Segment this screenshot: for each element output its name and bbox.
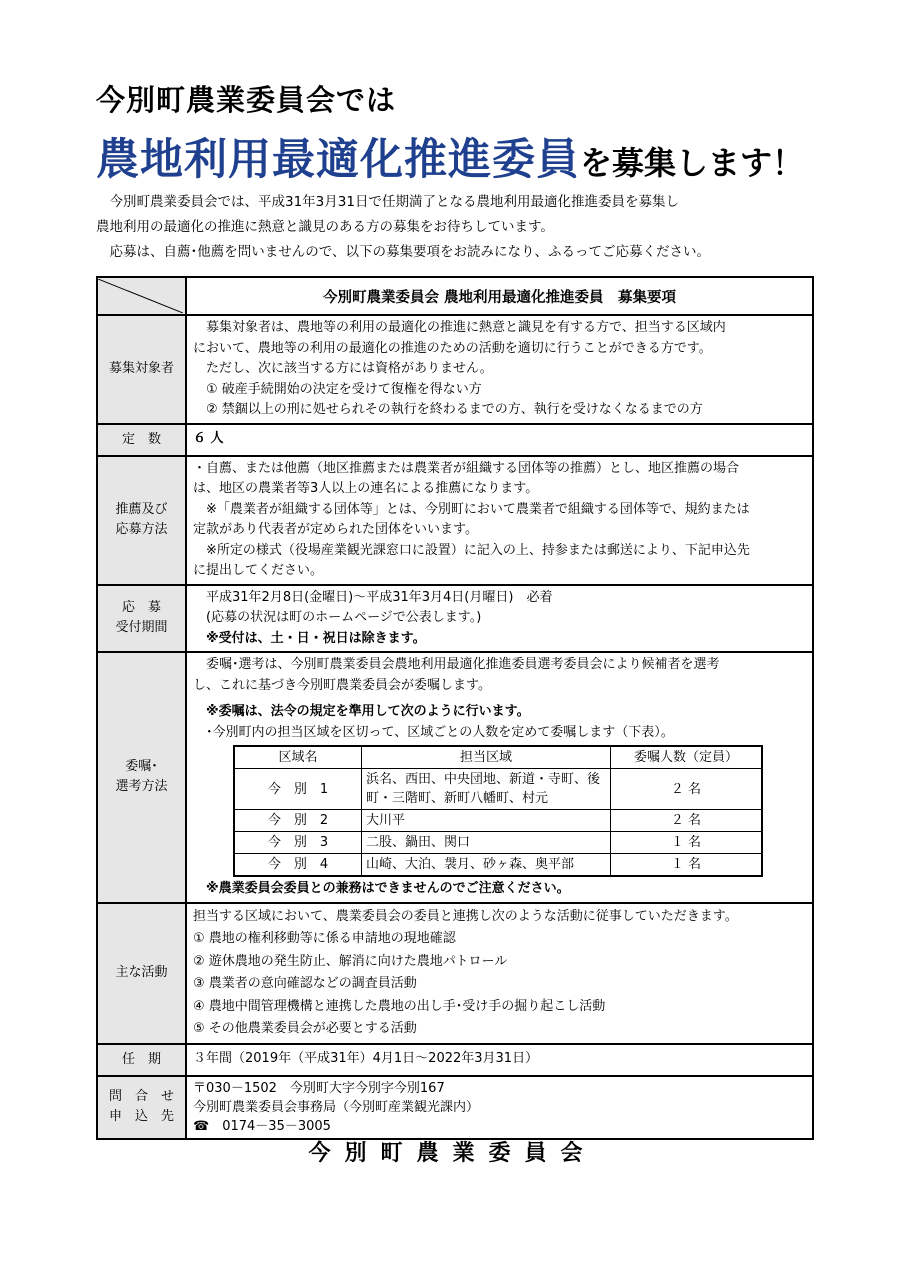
label-period — [97, 585, 186, 653]
text-line: は、地区の農業者等3人以上の連名による推薦になります。 — [193, 481, 539, 496]
phone-icon: ☎ — [193, 1118, 210, 1134]
text-line: ① 農地の権利移動等に係る申請地の現地確認 — [193, 931, 456, 946]
district-name: 今 別 2 — [234, 810, 362, 832]
text-line: において、農地等の利用の最適化の推進のための活動を適切に行うことができる方です。 — [193, 340, 712, 356]
text-line: 定款があり代表者が定められた団体をいいます。 — [193, 522, 478, 537]
text-line: ※受付は、土・日・祝日は除きます。 — [193, 630, 426, 646]
heading-highlight: 農地利用最適化推進委員 — [96, 135, 580, 185]
text-line: し、これに基づき今別町農業委員会が委嘱します。 — [193, 677, 491, 693]
footer-organization: 今別町農業委員会 — [308, 1141, 597, 1166]
district-name: 今 別 3 — [234, 832, 362, 854]
table-row — [234, 854, 762, 877]
intro-line: 農地利用の最適化の推進に熱意と識見のある方の募集をお待ちしています。 — [96, 219, 554, 235]
label-target: 募集対象者 — [97, 315, 186, 424]
label-activities: 主な活動 — [97, 903, 186, 1044]
label-text: 問 合 せ — [108, 1089, 174, 1104]
text-line: ① 破産手続開始の決定を受けて復権を得ない方 — [193, 381, 482, 397]
text-line: ただし、次に該当する方には資格がありません。 — [193, 361, 493, 376]
requirements-table — [96, 276, 814, 1140]
value-period — [186, 585, 813, 653]
diagonal-line — [98, 279, 183, 313]
text-line: ⑤ その他農業委員会が必要とする活動 — [193, 1021, 417, 1036]
value-term: ３年間（2019年（平成31年）4月1日～2022年3月31日） — [186, 1044, 813, 1076]
text-line: 〒030－1502 今別町大字今別字今別167 — [193, 1080, 445, 1096]
text-line: 今別町農業委員会事務局（今別町産業観光課内） — [193, 1099, 480, 1115]
district-count: ２ 名 — [611, 769, 763, 810]
text-line: に提出してください。 — [193, 563, 324, 578]
label-text: 推薦及び — [115, 502, 168, 517]
intro-line: 応募は、自薦･他薦を問いませんので、以下の募集要項をお読みになり、ふるってご応募ください。 — [96, 244, 710, 260]
district-count: １ 名 — [611, 854, 763, 877]
district-area: 大川平 — [362, 810, 611, 832]
phone-line — [193, 1117, 806, 1136]
district-area: 浜名、西田、中央団地、新道・寺町、後町・三階町、新町八幡町、村元 — [362, 769, 611, 810]
text-line: 委嘱･選考は、今別町農業委員会農地利用最適化推進委員選考委員会により候補者を選考 — [193, 657, 720, 672]
table-title: 今別町農業委員会 農地利用最適化推進委員 募集要項 — [186, 277, 813, 315]
table-row — [234, 769, 762, 810]
diagonal-cell — [97, 277, 186, 315]
text-line: ※農業委員会委員との兼務はできませんのでご注意ください。 — [193, 881, 570, 896]
text-line: ※委嘱は、法令の規定を準用して次のように行います。 — [193, 704, 530, 719]
label-quota: 定 数 — [97, 424, 186, 456]
district-header: 委嘱人数（定員） — [611, 746, 763, 769]
text-line: ④ 農地中間管理機構と連携した農地の出し手･受け手の掘り起こし活動 — [193, 998, 606, 1014]
text-line: ※「農業者が組織する団体等」とは、今別町において農業者で組織する団体等で、規約または — [193, 501, 750, 517]
label-contact — [97, 1076, 186, 1139]
value-activities — [186, 903, 813, 1044]
text-line: ② 禁錮以上の刑に処せられその執行を終わるまでの方、執行を受けなくなるまでの方 — [193, 402, 703, 417]
table-row — [234, 810, 762, 832]
text-line: (応募の状況は町のホームページで公表します。) — [193, 610, 482, 625]
text-line: 平成31年2月8日(金曜日)～平成31年3月4日(月曜日) 必着 — [193, 589, 553, 605]
intro-line: 今別町農業委員会では、平成31年3月31日で任期満了となる農地利用最適化推進委員を募集し — [96, 194, 679, 210]
phone-number: 0174－35－3005 — [222, 1118, 331, 1134]
label-text: 受付期間 — [115, 620, 168, 636]
label-term: 任 期 — [97, 1044, 186, 1076]
heading-line2 — [96, 126, 804, 187]
district-header: 区域名 — [234, 746, 362, 769]
value-target — [186, 315, 813, 424]
table-row — [234, 832, 762, 854]
text-line: 担当する区域において、農業委員会の委員と連携し次のような活動に従事していただきます。 — [193, 908, 738, 924]
label-text: 委嘱･ — [125, 759, 158, 775]
text-line: 募集対象者は、農地等の利用の最適化の推進に熱意と識見を有する方で、担当する区域内 — [193, 320, 726, 335]
value-method — [186, 456, 813, 585]
district-area: 二股、鍋田、関口 — [362, 832, 611, 854]
intro-text — [96, 190, 826, 265]
label-text: 応募方法 — [115, 522, 168, 537]
heading-line1: 今別町農業委員会では — [96, 83, 397, 117]
text-line: ③ 農業者の意向確認などの調査員活動 — [193, 976, 417, 991]
district-name: 今 別 4 — [234, 854, 362, 877]
district-name: 今 別 1 — [234, 769, 362, 810]
district-table — [233, 745, 763, 877]
text-line: ※所定の様式（役場産業観光課窓口に設置）に記入の上、持参または郵送により、下記申込先 — [193, 542, 750, 558]
district-header: 担当区域 — [362, 746, 611, 769]
text-line: ② 遊休農地の発生防止、解消に向けた農地パトロール — [193, 953, 508, 969]
value-selection — [186, 652, 813, 903]
district-area: 山崎、大泊、袰月、砂ヶ森、奥平部 — [362, 854, 611, 877]
label-text: 申 込 先 — [108, 1109, 174, 1124]
district-count: ２ 名 — [611, 810, 763, 832]
text-line: ・自薦、または他薦（地区推薦または農業者が組織する団体等の推薦）とし、地区推薦の場合 — [193, 460, 740, 476]
label-text: 応 募 — [121, 600, 161, 616]
heading-suffix: を募集します！ — [580, 144, 805, 182]
label-selection — [97, 652, 186, 903]
label-text: 選考方法 — [115, 779, 168, 795]
district-count: １ 名 — [611, 832, 763, 854]
value-quota: ６ 人 — [186, 424, 813, 456]
text-line: ･今別町内の担当区域を区切って、区域ごとの人数を定めて委嘱します（下表）。 — [193, 724, 674, 740]
label-method — [97, 456, 186, 585]
value-contact — [186, 1076, 813, 1139]
